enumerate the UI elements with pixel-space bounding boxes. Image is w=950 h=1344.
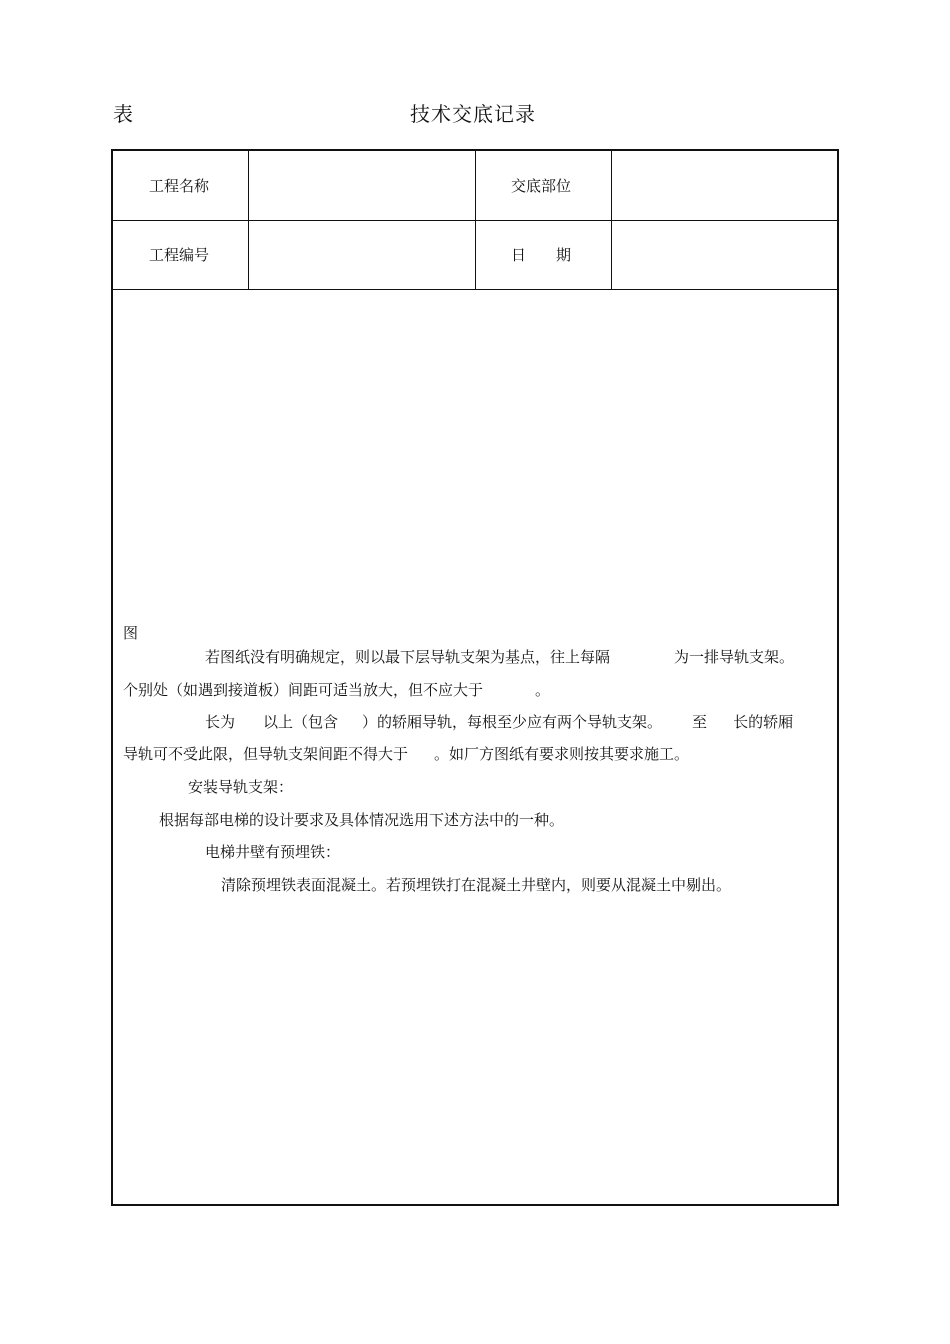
content-line: 根据每部电梯的设计要求及具体情况选用下述方法中的一种。: [159, 811, 565, 829]
content-text: 。如厂方图纸有要求则按其要求施工。: [434, 745, 690, 763]
content-text: ）的轿厢导轨，每根至少应有两个导轨支架。: [362, 713, 663, 731]
date-label: 日 期: [511, 246, 572, 264]
content-line: 安装导轨支架：: [188, 778, 294, 796]
content-text: 个别处（如遇到接道板）间距可适当放大，但不应大于: [123, 681, 484, 699]
content-line: [205, 647, 794, 667]
document-title: 技术交底记录: [410, 102, 536, 126]
content-line: 电梯井壁有预埋铁：: [205, 843, 341, 861]
content-text: 若图纸没有明确规定，则以最下层导轨支架为基点，往上每隔: [205, 648, 611, 666]
content-line: [123, 680, 550, 700]
project-number-label: 工程编号: [149, 246, 210, 264]
content-text: 至: [692, 713, 708, 731]
disclosure-form: [111, 149, 839, 1206]
form-label: 表: [113, 102, 133, 126]
content-text: 导轨可不受此限，但导轨支架间距不得大于: [123, 745, 409, 763]
content-line: [123, 744, 689, 764]
project-name-label: 工程名称: [149, 177, 210, 195]
content-text: 长的轿厢: [733, 713, 794, 731]
disclosure-content: [113, 151, 837, 1204]
content-line: [205, 712, 793, 732]
content-text: 长为: [205, 713, 236, 731]
content-line: 清除预埋铁表面混凝土。若预埋铁打在混凝土井壁内，则要从混凝土中剔出。: [221, 876, 732, 894]
content-line: 图: [123, 624, 139, 642]
disclosure-location-label: 交底部位: [511, 177, 572, 195]
content-text: 。: [535, 681, 551, 699]
content-text: 以上（包含: [263, 713, 339, 731]
content-text: 为一排导轨支架。: [674, 648, 795, 666]
